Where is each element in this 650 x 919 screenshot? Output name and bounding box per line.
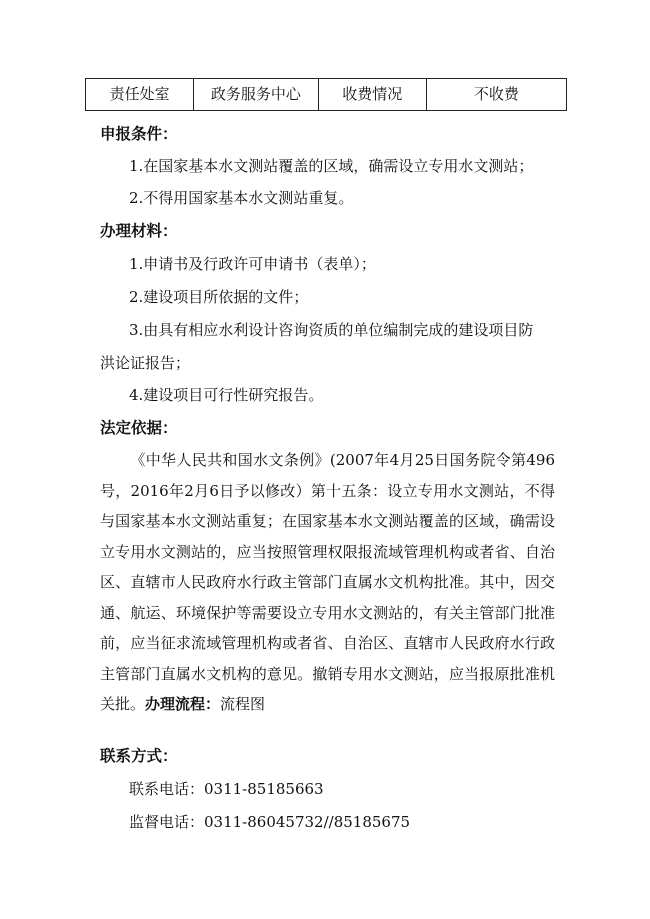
basis-heading: 法定依据： [100,419,178,437]
table-row [86,79,567,111]
process-link[interactable]: 流程图 [220,695,266,713]
table-cell-fee-value: 不收费 [426,79,566,111]
condition-item-2: 2.不得用国家基本水文测站重复。 [129,189,354,207]
contact-heading: 联系方式： [100,747,178,765]
info-table [85,78,567,111]
material-item-3: 3.由具有相应水利设计咨询资质的单位编制完成的建设项目防 [129,321,534,339]
basis-text: 《中华人民共和国水文条例》(2007年4月25日国务院令第496号，2016年2月6日予以修改）第十五条：设立专用水文测站，不得与国家基本水文测站重复；在国家基本水文测站覆盖的区域，确需设立专用水文测站的，应当按照管理权限报流域管理机构或者省、自治区、直辖市人民政府水行政主管部门直属水文机构批准。其中，因交通、航运、环境保护等需要设立专用水文测站的，有关主管部门批准前，应当征求流域管理机构或者省、自治区、直辖市人民政府水行政主管部门直属水文机构的意见。撤销专用水文测站，应当报原批准机关批。 [100,451,555,713]
material-item-2: 2.建设项目所依据的文件； [129,288,309,306]
table-cell-fee-label: 收费情况 [318,79,426,111]
materials-heading: 办理材料： [100,222,178,240]
basis-paragraph [100,445,555,720]
material-item-4: 4.建设项目可行性研究报告。 [129,386,324,404]
conditions-heading: 申报条件： [100,125,178,143]
material-item-1: 1.申请书及行政许可申请书（表单）； [129,255,376,273]
table-cell-department-value: 政务服务中心 [194,79,318,111]
contact-phone: 联系电话：0311-85185663 [129,780,324,798]
condition-item-1: 1.在国家基本水文测站覆盖的区域，确需设立专用水文测站； [129,157,534,175]
material-item-3-continued: 洪论证报告； [100,354,191,372]
table-cell-department-label: 责任处室 [86,79,194,111]
process-label: 办理流程： [145,695,221,713]
supervise-phone: 监督电话：0311-86045732//85185675 [129,813,411,831]
